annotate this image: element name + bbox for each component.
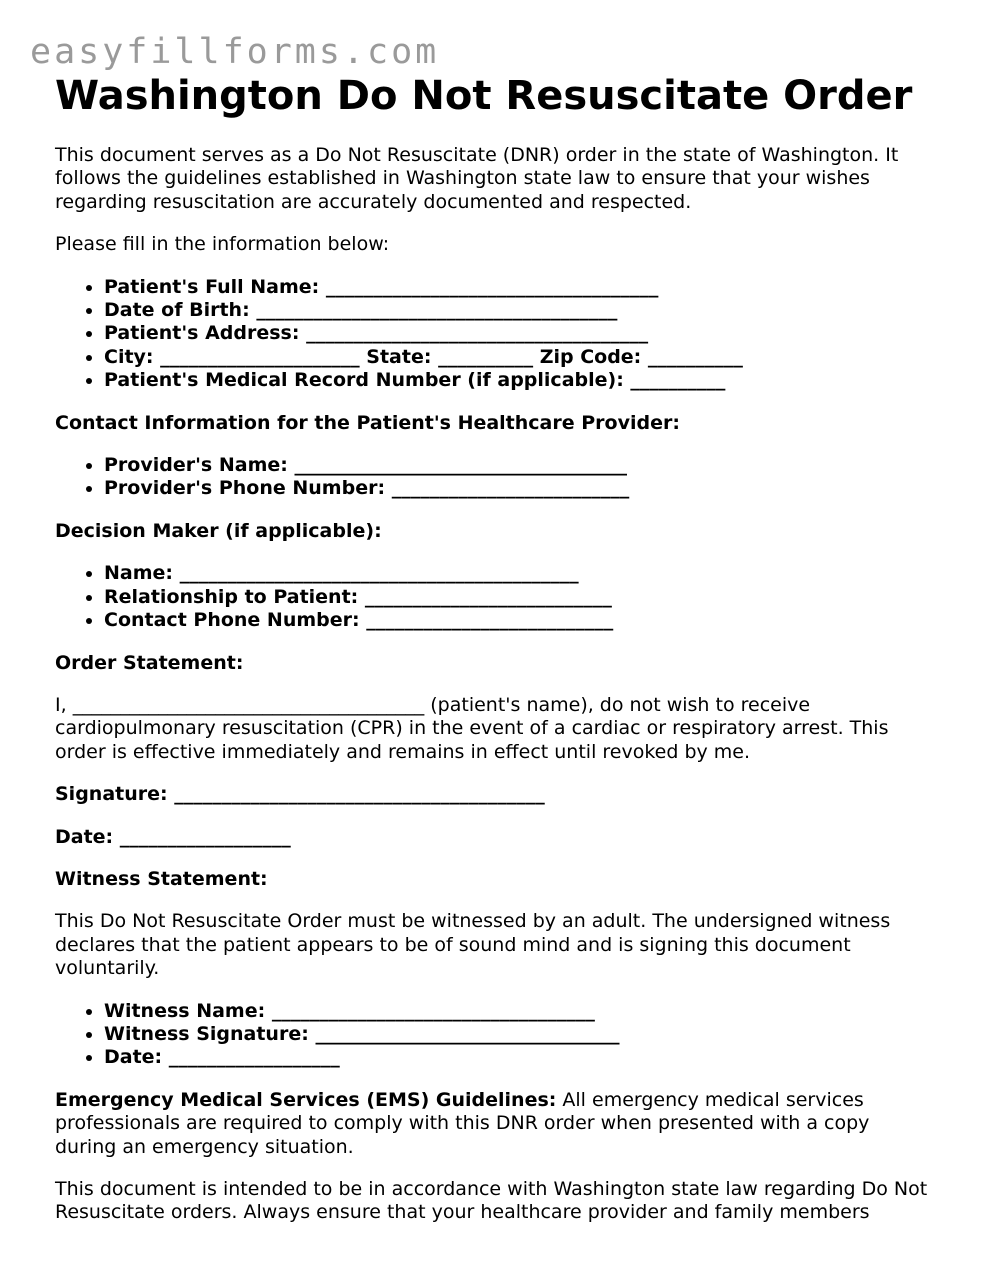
witness-paragraph: This Do Not Resuscitate Order must be witnessed by an adult. The undersigned witness declares that the patient appears to be of sound mind and is signing this document voluntarily.	[55, 910, 891, 980]
date-label: Date:	[55, 825, 114, 848]
document-title: Washington Do Not Resuscitate Order	[55, 73, 913, 119]
decision-maker-heading: Decision Maker (if applicable):	[55, 519, 382, 542]
patient-fields-list	[55, 276, 935, 393]
state-label: State:	[366, 345, 432, 368]
document-page	[55, 70, 935, 1225]
watermark: easyfillforms.com	[30, 32, 440, 72]
list-item	[104, 1023, 935, 1046]
city-blank[interactable]: _____________________	[160, 345, 360, 368]
zip-code-blank[interactable]: __________	[647, 345, 743, 368]
contact-phone-blank[interactable]: __________________________	[366, 609, 614, 632]
relationship-label: Relationship to Patient:	[104, 585, 359, 608]
list-item	[104, 454, 935, 477]
closing-paragraph: This document is intended to be in accordance with Washington state law regarding Do Not Resuscitate orders. Always ensure that your healthcare provider and family members	[55, 1178, 928, 1224]
list-item	[104, 1046, 935, 1069]
list-item	[104, 586, 935, 609]
relationship-blank[interactable]: __________________________	[364, 585, 612, 608]
list-item	[104, 346, 935, 369]
contact-phone-label: Contact Phone Number:	[104, 609, 360, 632]
signature-label: Signature:	[55, 783, 168, 806]
list-item	[104, 477, 935, 500]
list-item	[104, 322, 935, 345]
city-label: City:	[104, 345, 154, 368]
provider-fields-list	[55, 454, 935, 501]
decision-maker-name-blank[interactable]: __________________________________________	[179, 562, 579, 585]
date-blank[interactable]: __________________	[119, 825, 291, 848]
state-blank[interactable]: __________	[438, 345, 534, 368]
order-patient-name-blank[interactable]: _____________________________________	[72, 693, 425, 716]
patient-full-name-blank[interactable]: ___________________________________	[325, 275, 659, 298]
order-statement	[55, 694, 935, 764]
provider-name-label: Provider's Name:	[104, 454, 288, 477]
ems-guidelines-text: All emergency medical services professionals are required to comply with this DNR order when presented with a copy during an emergency situation.	[55, 1088, 870, 1158]
medical-record-number-blank[interactable]: __________	[630, 369, 726, 392]
patient-full-name-label: Patient's Full Name:	[104, 275, 320, 298]
provider-phone-label: Provider's Phone Number:	[104, 477, 386, 500]
date-line	[55, 826, 935, 849]
signature-blank[interactable]: _______________________________________	[174, 783, 545, 806]
zip-code-label: Zip Code:	[539, 345, 642, 368]
decision-maker-name-label: Name:	[104, 562, 174, 585]
provider-phone-blank[interactable]: _________________________	[391, 477, 630, 500]
list-item	[104, 276, 935, 299]
list-item	[104, 299, 935, 322]
intro-paragraph: This document serves as a Do Not Resuscitate (DNR) order in the state of Washington. It follows the guidelines established in Washington state law to ensure that your wishes regarding resuscitation are accurately documented and respected.	[55, 144, 899, 213]
medical-record-number-label: Patient's Medical Record Number (if applicable):	[104, 369, 624, 392]
witness-heading: Witness Statement:	[55, 867, 268, 890]
order-heading: Order Statement:	[55, 651, 244, 674]
date-of-birth-label: Date of Birth:	[104, 299, 250, 322]
date-of-birth-blank[interactable]: ______________________________________	[256, 299, 618, 322]
provider-name-blank[interactable]: ___________________________________	[294, 454, 627, 477]
list-item	[104, 609, 935, 632]
decision-maker-fields-list	[55, 562, 935, 632]
ems-guidelines-paragraph	[55, 1089, 935, 1159]
witness-date-label: Date:	[104, 1046, 163, 1069]
signature-line	[55, 783, 935, 806]
witness-fields-list	[55, 1000, 935, 1070]
ems-guidelines-label: Emergency Medical Services (EMS) Guidelines:	[55, 1088, 557, 1111]
witness-date-blank[interactable]: __________________	[168, 1046, 340, 1069]
list-item	[104, 562, 935, 585]
witness-signature-label: Witness Signature:	[104, 1022, 309, 1045]
patient-address-label: Patient's Address:	[104, 322, 300, 345]
list-item	[104, 1000, 935, 1023]
patient-address-blank[interactable]: ____________________________________	[306, 322, 649, 345]
witness-name-blank[interactable]: __________________________________	[271, 999, 595, 1022]
witness-name-label: Witness Name:	[104, 999, 266, 1022]
fill-instruction: Please fill in the information below:	[55, 233, 390, 256]
provider-heading: Contact Information for the Patient's Healthcare Provider:	[55, 411, 680, 434]
list-item	[104, 369, 935, 392]
order-text: (patient's name), do not wish to receive cardiopulmonary resuscitation (CPR) in the event of a cardiac or respiratory arrest. This order is effective immediately and remains in effect until revoked by me.	[55, 693, 889, 763]
witness-signature-blank[interactable]: ________________________________	[315, 1022, 620, 1045]
order-prefix: I,	[55, 693, 67, 716]
